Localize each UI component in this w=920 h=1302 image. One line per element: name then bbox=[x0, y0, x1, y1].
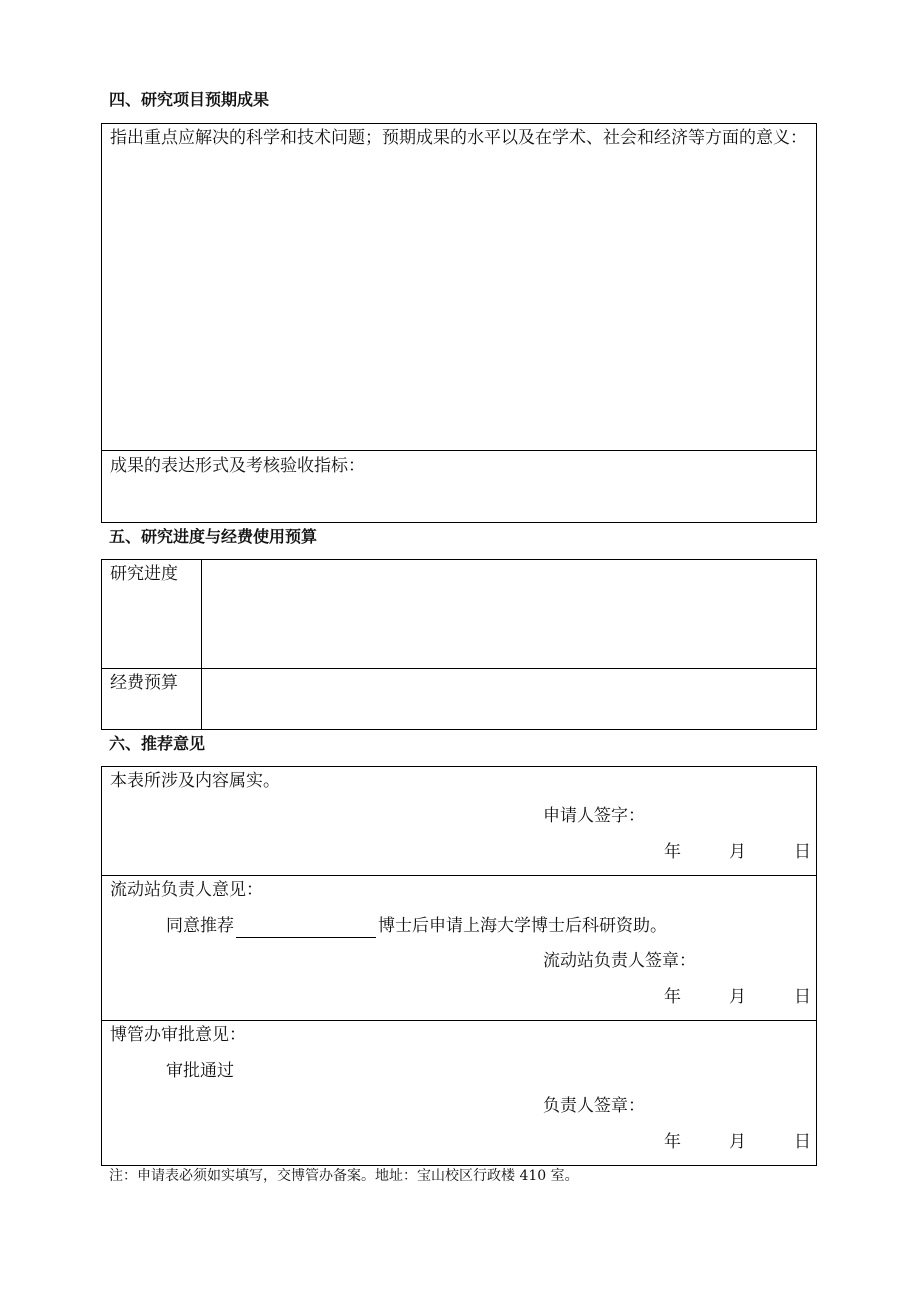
section4-title: 四、研究项目预期成果 bbox=[109, 90, 270, 109]
office-approval-text: 审批通过 bbox=[166, 1061, 234, 1081]
applicant-statement: 本表所涉及内容属实。 bbox=[110, 771, 280, 791]
section5-title: 五、研究进度与经费使用预算 bbox=[109, 527, 318, 546]
row-divider bbox=[102, 1020, 816, 1021]
date-year: 年 bbox=[664, 1132, 681, 1152]
recommendee-blank[interactable] bbox=[236, 919, 376, 938]
result-form-prompt: 成果的表达形式及考核验收指标： bbox=[110, 456, 365, 476]
row-divider bbox=[102, 668, 816, 669]
section6-title: 六、推荐意见 bbox=[109, 734, 206, 753]
recommendation-table bbox=[101, 766, 817, 1166]
footnote: 注：申请表必须如实填写，交博管办备案。地址：宝山校区行政楼 410 室。 bbox=[109, 1168, 579, 1184]
progress-label: 研究进度 bbox=[110, 564, 178, 584]
applicant-signature-label: 申请人签字： bbox=[543, 806, 645, 826]
row-divider bbox=[102, 875, 816, 876]
office-signature-label: 负责人签章： bbox=[543, 1096, 645, 1116]
date-year: 年 bbox=[664, 842, 681, 862]
column-divider bbox=[201, 560, 202, 729]
date-year: 年 bbox=[664, 987, 681, 1007]
row-divider bbox=[102, 450, 816, 451]
station-signature-label: 流动站负责人签章： bbox=[543, 951, 696, 971]
date-day: 日 bbox=[794, 842, 811, 862]
key-problems-prompt: 指出重点应解决的科学和技术问题；预期成果的水平以及在学术、社会和经济等方面的意义： bbox=[110, 128, 807, 148]
date-day: 日 bbox=[794, 1132, 811, 1152]
progress-budget-table bbox=[101, 559, 817, 730]
date-day: 日 bbox=[794, 987, 811, 1007]
budget-label: 经费预算 bbox=[110, 673, 178, 693]
agree-prefix: 同意推荐 bbox=[166, 916, 234, 936]
office-opinion-label: 博管办审批意见： bbox=[110, 1025, 246, 1045]
station-opinion-label: 流动站负责人意见： bbox=[110, 880, 263, 900]
date-month: 月 bbox=[729, 842, 746, 862]
agree-suffix: 博士后申请上海大学博士后科研资助。 bbox=[378, 916, 667, 936]
expected-results-table bbox=[101, 123, 817, 523]
station-agree-line bbox=[166, 914, 667, 938]
date-month: 月 bbox=[729, 987, 746, 1007]
date-month: 月 bbox=[729, 1132, 746, 1152]
